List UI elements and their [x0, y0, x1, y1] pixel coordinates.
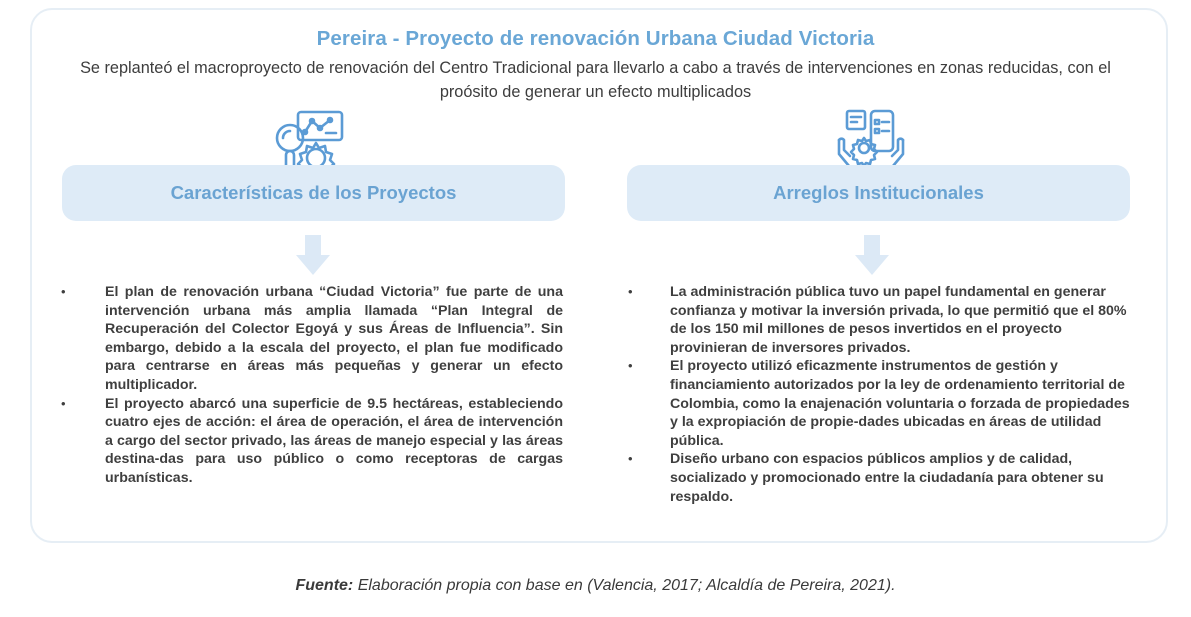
bullet-icon: • — [628, 284, 633, 299]
source-text: Elaboración propia con base en (Valencia, 2017; Alcaldía de Pereira, 2021). — [353, 577, 896, 594]
list-item: • El proyecto abarcó una superficie de 9.5 hectáreas, estableciendo cuatro ejes de acción: el área de operación, el área de intervención a cargo del sector privado, las áreas de manejo especial y las áreas destina-das para uso público o como receptoras de cargas urbanísticas. — [61, 395, 563, 486]
heading-caracteristicas: Características de los Proyectos — [62, 165, 565, 221]
source-caption — [0, 577, 1191, 595]
bullet-icon: • — [628, 358, 633, 374]
bullet-icon: • — [628, 451, 633, 467]
bullet-icon: • — [61, 395, 66, 411]
list-item: • El proyecto utilizó eficazmente instrumentos de gestión y financiamiento autorizados por la ley de ordenamiento territorial de Colombia, como la enajenación voluntaria o forzada de propiedades y la expropiación de propie-dades ubicadas en áreas de utilidad pública. — [628, 358, 1130, 449]
list-item: • La administración pública tuvo un papel fundamental en generar confianza y motivar la inversión privada, lo que permitió que el 80% de los 150 mil millones de pesos invertidos en el proyecto provinieran de inversores privados. — [628, 284, 1127, 356]
source-label: Fuente: — [295, 577, 354, 594]
down-arrow-icon — [296, 235, 330, 275]
list-item: • El plan de renovación urbana “Ciudad Victoria” fue parte de una intervención urbana más amplia llamada “Plan Integral de Recuperación del Colector Egoyá y sus Áreas de Influencia”. Sin embargo, debido a la escala del proyecto, el plan fue modificado para centrarse en áreas más pequeñas y generar un efecto multiplicador. — [61, 284, 563, 393]
diagram-title: Pereira - Proyecto de renovación Urbana Ciudad Victoria — [316, 27, 875, 50]
caracteristicas-list — [61, 283, 563, 488]
list-item: • Diseño urbano con espacios públicos amplios y de calidad, socializado y promocionado entre la ciudadanía para obtener su respaldo. — [628, 451, 1104, 505]
arreglos-list — [628, 283, 1130, 506]
bullet-icon: • — [61, 284, 66, 299]
heading-arreglos: Arreglos Institucionales — [627, 165, 1130, 221]
down-arrow-icon — [855, 235, 889, 275]
diagram-subtitle: Se replanteó el macroproyecto de renovación del Centro Tradicional para llevarlo a cabo a través de intervenciones en zonas reducidas, con el proósito de generar un efecto multiplicados — [80, 59, 1111, 101]
